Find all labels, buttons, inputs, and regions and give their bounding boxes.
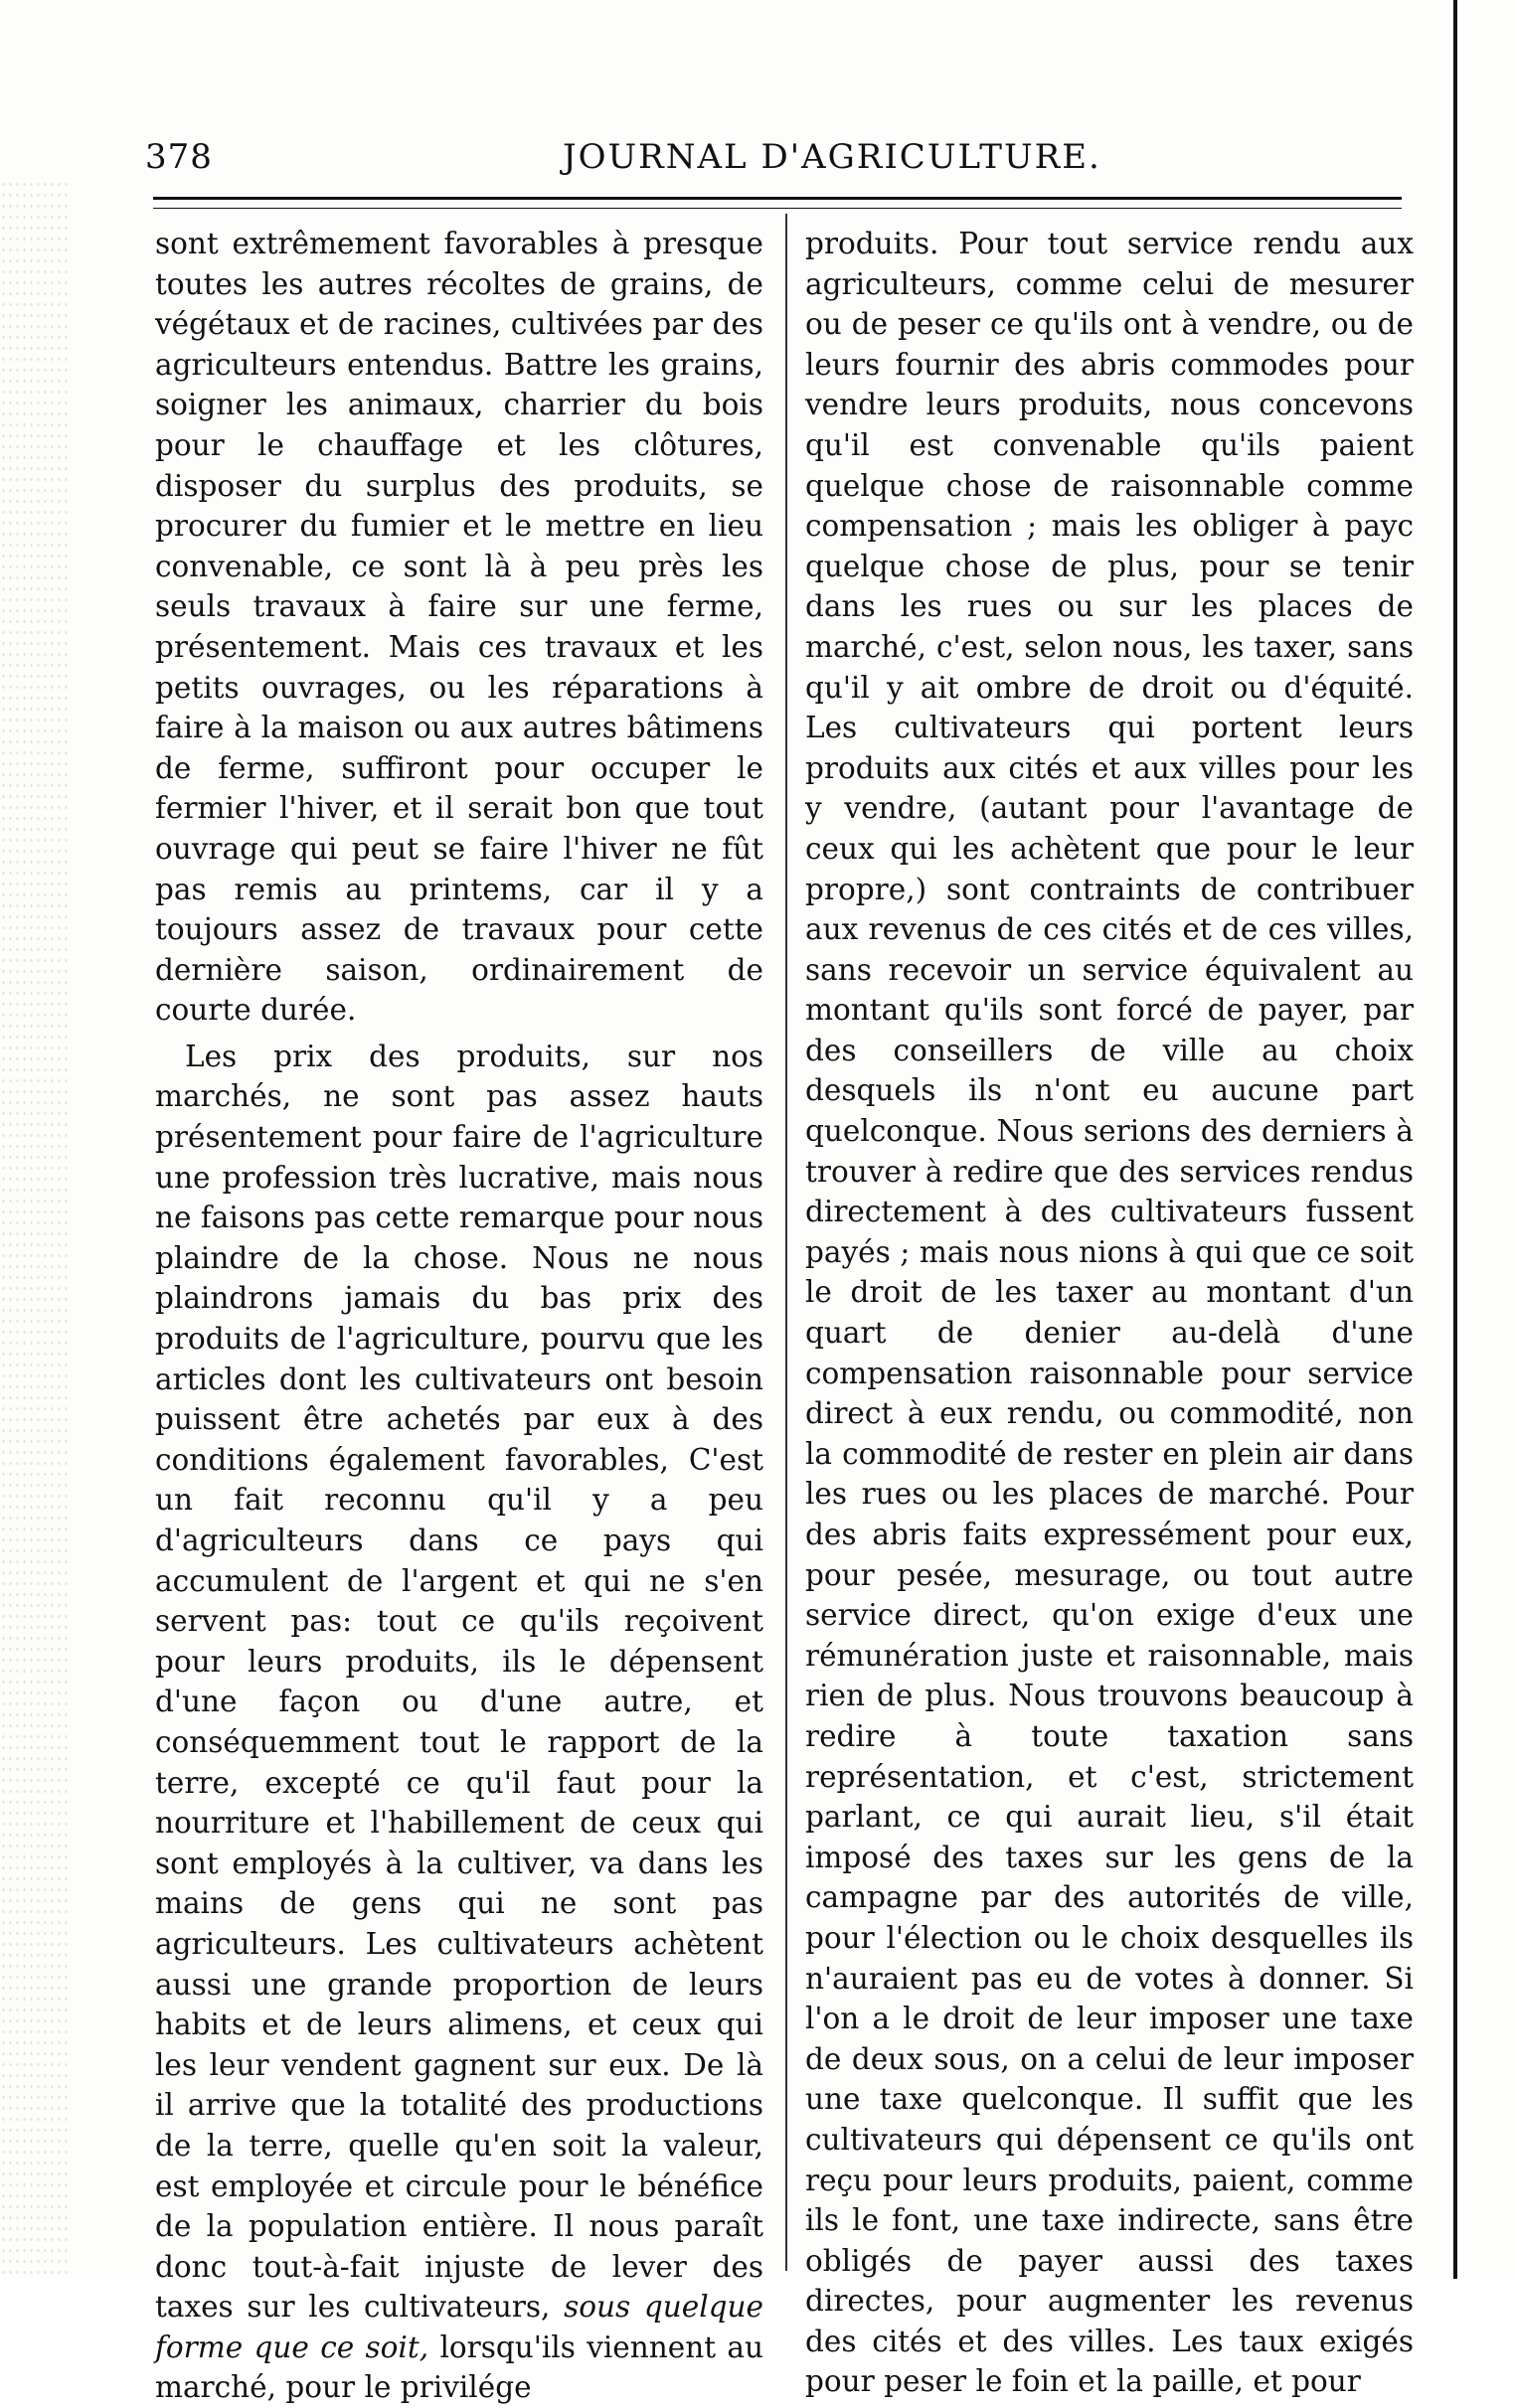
scan-margin-noise <box>0 179 70 2279</box>
italic-phrase: sous quelque forme que ce soit, <box>155 2290 763 2364</box>
left-paragraph-1: sont extrêmement favorables à presque toutes les autres récoltes de grains, de végétaux et de racines, cultivées par des agriculteurs entendus. Battre les grains, soigner les animaux, charrier du bois pour le chauffage et les clôtures, disposer du surplus des produits, se procurer du fumier et le mettre en lieu convenable, ce sont là à peu près les seuls travaux à faire sur une ferme, présentement. Mais ces travaux et les petits ouvrages, ou les réparations à faire à la maison ou aux autres bâtimens de ferme, suffiront pour occuper le fermier l'hiver, et il serait bon que tout ouvrage qui peut se faire l'hiver ne fût pas remis au printems, car il y a toujours assez de travaux pour cette dernière saison, ordinairement de courte durée. <box>155 227 763 1028</box>
column-divider <box>785 214 787 2271</box>
header-double-rule <box>153 197 1402 209</box>
page-header <box>145 137 1408 197</box>
left-paragraph-2 <box>155 1037 763 2408</box>
right-column <box>805 224 1414 2402</box>
page-number: 378 <box>145 137 213 177</box>
left-paragraph-2-end: lorsqu'ils viennent au marché, pour le privilége <box>155 2329 763 2405</box>
right-paragraph: produits. Pour tout service rendu aux agriculteurs, comme celui de mesurer ou de peser ce qu'ils ont à vendre, ou de leurs fournir des abris commodes pour vendre leurs produits, nous concevons qu'il est convenable qu'ils paient quelque chose de raisonnable comme compensation ; mais les obliger à payc quelque chose de plus, pour se tenir dans les rues ou sur les places de marché, c'est, selon nous, les taxer, sans qu'il y ait ombre de droit ou d'équité. Les cultivateurs qui portent leurs produits aux cités et aux villes pour les y vendre, (autant pour l'avantage de ceux qui les achètent que pour le leur propre,) sont contraints de contribuer aux revenus de ces cités et de ces villes, sans recevoir un service équivalent au montant qu'ils sont forcé de payer, par des conseillers de ville au choix desquels ils n'ont eu aucune part quelconque. Nous serions des derniers à trouver à redire que des services rendus directement à des cultivateurs fussent payés ; mais nous nions à qui que ce soit le droit de les taxer au montant d'un quart de denier au-delà d'une compensation raisonnable pour service direct à eux rendu, ou commodité, non la commodité de rester en plein air dans les rues ou les places de marché. Pour des abris faits expressément pour eux, pour pesée, mesurage, ou tout autre service direct, qu'on exige d'eux une rémunération juste et raisonnable, mais rien de plus. Nous trouvons beaucoup à redire à toute taxation sans représentation, et c'est, strictement parlant, ce qui aurait lieu, s'il était imposé des taxes sur les gens de la campagne par des autorités de ville, pour l'élection ou le choix desquelles ils n'auraient pas eu de votes à donner. Si l'on a le droit de leur imposer une taxe de deux sous, on a celui de leur imposer une taxe quelconque. Il suffit que les cultivateurs qui dépensent ce qu'ils ont reçu pour leurs produits, paient, comme ils le font, une taxe indirecte, sans être obligés de payer aussi des taxes directes, pour augmenter les revenus des cités et des villes. Les taux exigés pour peser le foin et la paille, et pour <box>805 227 1414 2399</box>
running-title: JOURNAL D'AGRICULTURE. <box>563 137 1101 177</box>
page-edge-rule <box>1453 0 1457 2279</box>
left-column <box>155 224 763 2408</box>
left-paragraph-2-text: Les prix des produits, sur nos marchés, ne sont pas assez hauts présentement pour faire de l'agriculture une profession très lucrative, mais nous ne faisons pas cette remarque pour nous plaindre de la chose. Nous ne nous plaindrons jamais du bas prix des produits de l'agriculture, pourvu que les articles dont les cultivateurs ont besoin puissent être achetés par eux à des conditions également favorables, C'est un fait reconnu qu'il y a peu d'agriculteurs dans ce pays qui accumulent de l'argent et qui ne s'en servent pas: tout ce qu'ils reçoivent pour leurs produits, ils le dépensent d'une façon ou d'une autre, et conséquemment tout le rapport de la terre, excepté ce qu'il faut pour la nourriture et l'habillement de ceux qui sont employés à la cultiver, va dans les mains de gens qui ne sont pas agriculteurs. Les cultivateurs achètent aussi une grande proportion de leurs habits et de leurs alimens, et ceux qui les leur vendent gagnent sur eux. De là il arrive que la totalité des productions de la terre, quelle qu'en soit la valeur, est employée et circule pour le bénéfice de la population entière. Il nous paraît donc tout-à-fait injuste de lever des taxes sur les cultivateurs, <box>155 1039 763 2325</box>
